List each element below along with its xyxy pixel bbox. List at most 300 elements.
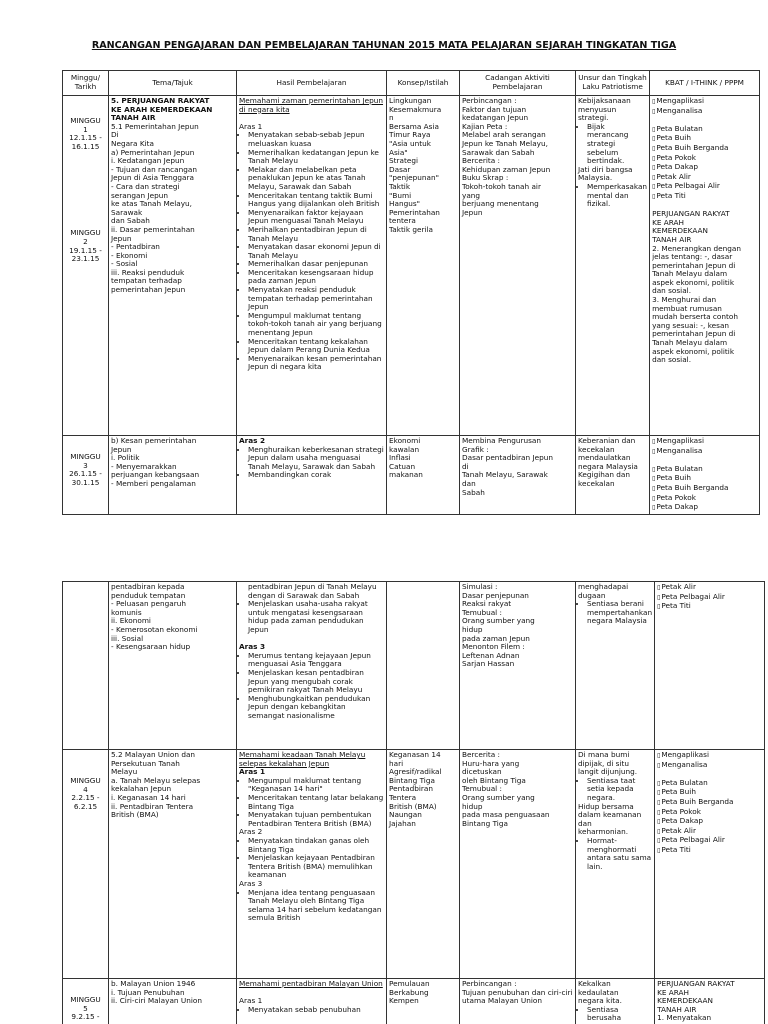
pppm-line: PERJUANGAN RAKYAT xyxy=(657,979,735,988)
topic-line: 5.1 Pemerintahan Jepun xyxy=(111,121,199,131)
activity-line: Leftenan Adnan xyxy=(462,650,520,660)
activity-line: Buku Skrap : xyxy=(462,173,509,183)
topic-heading: Melayu xyxy=(111,767,138,777)
topic-line: Sarawak xyxy=(111,207,143,217)
pppm-line: yang sesuai: -, kesan xyxy=(652,320,730,330)
concept-line: "penjepunan" xyxy=(389,173,439,183)
activity-line: Tanah Melayu, Sarawak xyxy=(462,470,548,480)
value-line: Hidup bersama xyxy=(578,801,634,811)
konsep-cell xyxy=(387,979,460,1024)
pppm-line: KEMERDEKAAN xyxy=(652,226,708,236)
tema-cell xyxy=(109,582,237,750)
topic-line: ii. Pentadbiran Tentera xyxy=(111,801,194,811)
kbat-item: ▯ Menganalisa xyxy=(652,107,757,117)
concept-line: Pemulauan xyxy=(389,979,430,988)
concept-line: Pentadbiran xyxy=(389,784,433,794)
activity-line: Bintang Tiga xyxy=(462,818,508,828)
activity-line: Orang sumber yang xyxy=(462,616,535,626)
activity-line: Sarawak dan Sabah xyxy=(462,147,535,157)
kbat-item: ▯ Peta Bulatan xyxy=(657,779,762,789)
topic-line: b. Malayan Union 1946 xyxy=(111,979,196,988)
list-item: • Sentiasa taat setia kepada negara. xyxy=(587,777,652,803)
concept-line: Ekonomi xyxy=(389,436,421,445)
pppm-line: aspek ekonomi, politik xyxy=(652,277,735,287)
topic-line: Di xyxy=(111,130,119,140)
kbat-cell xyxy=(655,979,765,1024)
pppm-line: TANAH AIR xyxy=(652,234,692,244)
kbat-item: ▯ Peta Bulatan xyxy=(652,125,757,135)
plan-table-page-1 xyxy=(62,70,760,515)
week-label: MINGGU xyxy=(70,995,101,1004)
week-cell xyxy=(63,582,109,750)
pppm-line: TANAH AIR xyxy=(657,1004,697,1014)
topic-line: - Peluasan pengaruh xyxy=(111,599,187,609)
week-date: 16.1.15 xyxy=(71,141,100,151)
kbat-item: ▯ Petak Alir xyxy=(652,173,757,183)
topic-heading: 5. PERJUANGAN RAKYAT xyxy=(111,96,210,105)
activity-line: Melabel arah serangan xyxy=(462,130,546,140)
tema-cell xyxy=(109,436,237,515)
topic-line: - Kemerosotan ekonomi xyxy=(111,624,198,634)
list-item: • Memperkasakan mental dan fizikal. xyxy=(587,183,647,209)
activity-line: Temubual : xyxy=(462,784,502,794)
pppm-line: Tanah Melayu dalam xyxy=(652,338,728,348)
activity-line: Jepun xyxy=(462,207,483,217)
value-line: dipijak, di situ xyxy=(578,758,629,768)
pppm-line: 3. Menghurai dan xyxy=(652,295,717,305)
activity-line: hidup xyxy=(462,624,483,634)
concept-line: "Asia untuk xyxy=(389,138,431,148)
topic-line: b) Kesan pemerintahan xyxy=(111,436,197,445)
concept-line: Berkabung xyxy=(389,987,429,997)
week-date: 23.1.15 xyxy=(71,254,100,264)
value-list xyxy=(578,600,652,626)
topic-line: a) Pemerintahan Jepun xyxy=(111,147,195,157)
concept-line: Inflasi xyxy=(389,453,411,463)
pppm-line: dan sosial. xyxy=(652,355,692,365)
value-line: strategi. xyxy=(578,113,609,123)
concept-line: n xyxy=(389,113,394,123)
value-list xyxy=(578,123,647,166)
topic-line: - Cara dan strategi xyxy=(111,181,180,191)
konsep-cell xyxy=(387,750,460,979)
topic-line: i. Tujuan Penubuhan xyxy=(111,987,185,997)
activity-line: Jepun ke Tanah Melayu, xyxy=(462,138,548,148)
concept-line: Kempen xyxy=(389,996,419,1006)
topic-line: ii. Ciri-ciri Malayan Union xyxy=(111,996,202,1006)
level-label: Aras 2 xyxy=(239,436,266,445)
topic-line: Jepun xyxy=(111,444,132,454)
hasil-cell xyxy=(237,979,387,1024)
topic-line: - Memberi pengalaman xyxy=(111,478,196,488)
topic-line: ii. Ekonomi xyxy=(111,616,151,626)
list-item: • Menyatakan reaksi penduduk tempatan terhadap pemerintahan Jepun xyxy=(248,286,384,312)
list-item: • Menceritakan kesengsaraan hidup pada zaman Jepun xyxy=(248,269,384,286)
level-label: Aras 2 xyxy=(239,827,263,837)
week-cell xyxy=(63,96,109,436)
kbat-item: ▯ Peta Buih Berganda xyxy=(652,144,757,154)
list-item: • Menyenaraikan kesan pemerintahan Jepun di negara kita xyxy=(248,355,384,372)
pppm-line: KEMERDEKAAN xyxy=(657,996,713,1006)
activity-line: Tujuan penubuhan dan ciri-ciri xyxy=(462,987,573,997)
activity-line: Bercerita : xyxy=(462,156,500,166)
outcome-list xyxy=(239,446,384,480)
unsur-cell xyxy=(576,436,650,515)
kbat-item: ▯ Peta Dakap xyxy=(652,163,757,173)
aktiviti-cell xyxy=(460,96,576,436)
topic-line: - Kesengsaraan hidup xyxy=(111,642,191,652)
kbat-item: ▯ Peta Pokok xyxy=(652,494,757,504)
concept-line: Jajahan xyxy=(389,818,416,828)
topic-line: i. Keganasan 14 hari xyxy=(111,792,186,802)
activity-line: utama Malayan Union xyxy=(462,996,542,1006)
kbat-item: ▯ Menganalisa xyxy=(657,761,762,771)
table-row xyxy=(63,979,765,1024)
week-cell xyxy=(63,750,109,979)
week-date: 6.2.15 xyxy=(73,801,98,811)
pppm-line: pemerintahan Jepun di xyxy=(652,260,736,270)
concept-line: "Bumi xyxy=(389,190,412,200)
topic-line: pemerintahan Jepun xyxy=(111,285,186,295)
kbat-item: ▯ Peta Pelbagai Alir xyxy=(657,836,762,846)
week-date: 30.1.15 xyxy=(71,477,100,487)
value-line: Jati diri bangsa xyxy=(578,164,633,174)
week-number: 1 xyxy=(83,124,88,134)
week-date: 19.1.15 - xyxy=(69,245,102,255)
header-unsur: Unsur dan Tingkah Laku Patriotisme xyxy=(576,71,650,96)
list-item: • Sentiasa berusaha xyxy=(587,1006,652,1023)
value-line: dan xyxy=(578,818,592,828)
kbat-item: ▯ Petak Alir xyxy=(657,583,762,593)
concept-line: Lingkungan xyxy=(389,96,432,105)
pppm-line: mudah berserta contoh xyxy=(652,312,738,322)
konsep-cell xyxy=(387,96,460,436)
kbat-item: ▯ Peta Buih xyxy=(657,788,762,798)
week-label: MINGGU xyxy=(70,116,101,125)
topic-line: - Ekonomi xyxy=(111,250,148,260)
kbat-item: ▯ Mengaplikasi xyxy=(652,437,757,447)
activity-line: yang xyxy=(462,190,481,200)
konsep-cell xyxy=(387,436,460,515)
list-item: • Menjana idea tentang penguasaan Tanah Melayu oleh Bintang Tiga selama 14 hari sebelum kedatangan semula British xyxy=(248,889,384,923)
aktiviti-cell xyxy=(460,979,576,1024)
kbat-cell xyxy=(650,96,760,436)
kbat-item: ▯ Peta Buih xyxy=(652,474,757,484)
week-label: MINGGU xyxy=(70,228,101,238)
concept-line: Taktik gerila xyxy=(389,224,434,234)
concept-line: Bersama Asia xyxy=(389,121,439,131)
topic-line: ke atas Tanah Melayu, xyxy=(111,199,193,209)
kbat-item: ▯ Peta Buih xyxy=(652,134,757,144)
topic-line: ii. Dasar pemerintahan xyxy=(111,224,195,234)
value-list xyxy=(578,777,652,803)
topic-line: kekalahan Jepun xyxy=(111,784,172,794)
hasil-cell xyxy=(237,750,387,979)
list-item: • Menyatakan sebab penubuhan xyxy=(248,1006,384,1015)
table-row xyxy=(63,750,765,979)
level-label: Aras 1 xyxy=(239,996,263,1006)
topic-line: iii. Reaksi penduduk xyxy=(111,267,185,277)
value-line: keharmonian. xyxy=(578,827,629,837)
activity-line: Tokoh-tokoh tanah air xyxy=(462,181,541,191)
week-number: 3 xyxy=(83,460,88,470)
concept-line: Naungan xyxy=(389,810,422,820)
kbat-item: ▯ Peta Buih Berganda xyxy=(657,798,762,808)
activity-line: Membina Pengurusan xyxy=(462,436,542,445)
pppm-line: membuat rumusan xyxy=(652,303,722,313)
concept-line: hari xyxy=(389,758,404,768)
pppm-line: KE ARAH xyxy=(657,987,690,997)
week-date: 12.1.15 - xyxy=(69,133,102,143)
concept-line: British (BMA) xyxy=(389,801,437,811)
unsur-cell xyxy=(576,979,655,1024)
week-number: 4 xyxy=(83,784,88,794)
list-item: • Menjelaskan kesan pentadbiran Jepun yang mengubah corak pemikiran rakyat Tanah Melayu xyxy=(248,669,384,695)
kbat-item: ▯ Peta Pokok xyxy=(657,808,762,818)
hasil-cell xyxy=(237,96,387,436)
activity-line: Orang sumber yang xyxy=(462,792,535,802)
level-label: Aras 1 xyxy=(239,121,263,131)
value-line: Kegigihan dan xyxy=(578,470,630,480)
table-header-row xyxy=(63,71,760,96)
aktiviti-cell xyxy=(460,582,576,750)
learning-outcome-title: Memahami pentadbiran Malayan Union xyxy=(239,979,383,988)
kbat-cell xyxy=(655,582,765,750)
topic-line: British (BMA) xyxy=(111,810,159,820)
hasil-cell xyxy=(237,436,387,515)
list-item: • Memerihalkan dasar penjepunan xyxy=(248,260,384,269)
learning-outcome-title: Memahami keadaan Tanah Melayu selepas kekalahan Jepun xyxy=(239,750,366,768)
concept-line: Asia" xyxy=(389,147,408,157)
topic-line: - Menyemarakkan xyxy=(111,461,177,471)
activity-line: Faktor dan tujuan xyxy=(462,104,527,114)
aktiviti-cell xyxy=(460,750,576,979)
kbat-item: ▯ Peta Pelbagai Alir xyxy=(652,182,757,192)
list-item: • Melakar dan melabelkan peta penaklukan Jepun ke atas Tanah Melayu, Sarawak dan Sabah xyxy=(248,166,384,192)
value-line: Kekalkan xyxy=(578,979,611,988)
kbat-cell xyxy=(655,750,765,979)
pppm-line: 1. Menyatakan xyxy=(657,1013,712,1023)
week-cell xyxy=(63,979,109,1024)
topic-line: i. Politik xyxy=(111,453,140,463)
kbat-item: ▯ Peta Titi xyxy=(657,846,762,856)
concept-line: Dasar xyxy=(389,164,411,174)
topic-line: serangan Jepun xyxy=(111,190,168,200)
outcome-list xyxy=(239,837,384,880)
activity-line: Sarjan Hassan xyxy=(462,659,515,669)
tema-cell xyxy=(109,96,237,436)
kbat-item: ▯ Mengaplikasi xyxy=(657,751,762,761)
value-line: mendaulatkan xyxy=(578,453,631,463)
value-line: negara Malaysia xyxy=(578,461,638,471)
value-list xyxy=(578,837,652,871)
table-row xyxy=(63,436,760,515)
activity-line: Kehidupan zaman Jepun xyxy=(462,164,551,174)
value-line: dugaan xyxy=(578,590,606,600)
konsep-cell xyxy=(387,582,460,750)
value-line: kedaulatan xyxy=(578,987,619,997)
kbat-item: ▯ Peta Buih Berganda xyxy=(652,484,757,494)
concept-line: Pemerintahan xyxy=(389,207,440,217)
value-list xyxy=(578,1006,652,1023)
value-line: Malaysia. xyxy=(578,173,613,183)
concept-line: Taktik xyxy=(389,181,411,191)
unsur-cell xyxy=(576,582,655,750)
outcome-continuation: pentadbiran Jepun di Tanah Melayu dengan di Sarawak dan Sabah xyxy=(248,582,377,600)
value-line: kecekalan xyxy=(578,444,615,454)
topic-line: pentadbiran kepada xyxy=(111,582,185,591)
topic-line: dan Sabah xyxy=(111,216,150,226)
activity-line: berjuang menentang xyxy=(462,199,539,209)
topic-line: Jepun xyxy=(111,233,132,243)
kbat-item: ▯ Peta Titi xyxy=(657,602,762,612)
list-item: • Menceritakan tentang kekalahan Jepun dalam Perang Dunia Kedua xyxy=(248,338,384,355)
concept-line: Bintang Tiga xyxy=(389,775,435,785)
level-label: Aras 3 xyxy=(239,878,263,888)
topic-heading: KE ARAH KEMERDEKAAN xyxy=(111,104,213,114)
unsur-cell xyxy=(576,96,650,436)
list-item: • Menyatakan sebab-sebab Jepun meluaskan kuasa xyxy=(248,131,384,148)
activity-line: Huru-hara yang xyxy=(462,758,520,768)
value-line: Di mana bumi xyxy=(578,750,630,759)
value-line: langit dijunjung. xyxy=(578,767,638,777)
week-label: MINGGU xyxy=(70,452,101,461)
value-line: menyusun xyxy=(578,104,617,114)
pppm-line: KE ARAH xyxy=(652,217,685,227)
activity-line: Temubual : xyxy=(462,607,502,617)
kbat-item: ▯ Peta Bulatan xyxy=(652,465,757,475)
kbat-item: ▯ Menganalisa xyxy=(652,447,757,457)
topic-line: - Sosial xyxy=(111,259,138,269)
list-item: • Memerihalkan kedatangan Jepun ke Tanah Melayu xyxy=(248,149,384,166)
outcome-list xyxy=(239,652,384,721)
topic-line: iii. Sosial xyxy=(111,633,144,643)
concept-line: Catuan xyxy=(389,461,416,471)
concept-line: tentera xyxy=(389,216,416,226)
activity-line: pada zaman Jepun xyxy=(462,633,530,643)
header-hasil: Hasil Pembelajaran xyxy=(237,71,387,96)
week-cell xyxy=(63,436,109,515)
pppm-line: Tanah Melayu dalam xyxy=(652,269,728,279)
header-kbat: KBAT / I-THINK / PPPM xyxy=(650,71,760,96)
topic-line: - Pentadbiran xyxy=(111,242,160,252)
list-item: • Menceritakan tentang taktik Bumi Hangus yang dijalankan oleh British xyxy=(248,192,384,209)
concept-line: makanan xyxy=(389,470,423,480)
learning-outcome-title: Memahami zaman pemerintahan Jepun di negara kita xyxy=(239,96,384,114)
tema-cell xyxy=(109,979,237,1024)
list-item: • Menjelaskan kejayaan Pentadbiran Tentera British (BMA) memulihkan keamanan xyxy=(248,854,384,880)
outcome-list xyxy=(239,777,384,829)
list-item: • Menceritakan tentang latar belakang Bintang Tiga xyxy=(248,794,384,811)
kbat-item: ▯ Peta Dakap xyxy=(657,817,762,827)
header-konsep: Konsep/Istilah xyxy=(387,71,460,96)
activity-line: pada masa penguasaan xyxy=(462,810,550,820)
kbat-item: ▯ Peta Pelbagai Alir xyxy=(657,593,762,603)
week-label: MINGGU xyxy=(70,776,101,785)
outcome-list xyxy=(239,600,384,634)
header-tema: Tema/Tajuk xyxy=(109,71,237,96)
concept-line: kawalan xyxy=(389,444,420,454)
activity-line: Menonton Filem : xyxy=(462,642,525,652)
unsur-cell xyxy=(576,750,655,979)
pppm-line: dan sosial. xyxy=(652,286,692,296)
topic-line: Negara Kita xyxy=(111,138,154,148)
concept-line: Agresif/radikal xyxy=(389,767,442,777)
activity-line: Perbincangan : xyxy=(462,96,517,105)
topic-line: penduduk tempatan xyxy=(111,590,186,600)
list-item: • Bijak merancang strategi sebelum bertindak. xyxy=(587,123,647,166)
outcome-list xyxy=(239,1006,384,1015)
concept-line: Strategi xyxy=(389,156,418,166)
list-item: • Menyatakan dasar ekonomi Jepun di Tanah Melayu xyxy=(248,243,384,260)
value-list xyxy=(578,183,647,209)
topic-line: komunis xyxy=(111,607,142,617)
aktiviti-cell xyxy=(460,436,576,515)
activity-line: dicetuskan xyxy=(462,767,502,777)
activity-line: Grafik : xyxy=(462,444,489,454)
document-title: RANCANGAN PENGAJARAN DAN PEMBELAJARAN TAHUNAN 2015 MATA PELAJARAN SEJARAH TINGKATAN TIGA xyxy=(91,40,677,51)
value-line: menghadapai xyxy=(578,582,629,591)
activity-line: di xyxy=(462,461,469,471)
topic-line: - Tujuan dan rancangan xyxy=(111,164,197,174)
kbat-item: ▯ Peta Dakap xyxy=(652,503,757,513)
hasil-cell xyxy=(237,582,387,750)
value-line: negara kita. xyxy=(578,996,622,1006)
topic-heading: Persekutuan Tanah xyxy=(111,758,180,768)
activity-line: Simulasi : xyxy=(462,582,498,591)
kbat-cell xyxy=(650,436,760,515)
topic-line: a. Tanah Melayu selepas xyxy=(111,775,201,785)
topic-heading: TANAH AIR xyxy=(111,113,156,123)
list-item: • Menyenaraikan faktor kejayaan Jepun menguasai Tanah Melayu xyxy=(248,209,384,226)
pppm-line: pemerintahan Jepun di xyxy=(652,329,736,339)
topic-line: Jepun di Asia Tenggara xyxy=(111,173,194,183)
concept-line: Keganasan 14 xyxy=(389,750,441,759)
level-label: Aras 3 xyxy=(239,642,266,652)
pppm-line: aspek ekonomi, politik xyxy=(652,346,735,356)
header-aktiviti: Cadangan Aktiviti Pembelajaran xyxy=(460,71,576,96)
activity-line: Sabah xyxy=(462,487,485,497)
activity-line: Kajian Peta : xyxy=(462,121,508,131)
list-item: • Menjelaskan usaha-usaha rakyat untuk mengatasi kesengsaraan hidup pada zaman pendudukan Jepun xyxy=(248,600,384,634)
activity-line: Dasar penjepunan xyxy=(462,590,529,600)
activity-line: kedatangan Jepun xyxy=(462,113,529,123)
table-row xyxy=(63,96,760,436)
list-item: • Menghubungkaitkan pendudukan Jepun dengan kebangkitan semangat nasionalisme xyxy=(248,695,384,721)
concept-line: Tentera xyxy=(389,792,417,802)
concept-line: Timur Raya xyxy=(389,130,431,140)
list-item: • Merihalkan pentadbiran Jepun di Tanah Melayu xyxy=(248,226,384,243)
pppm-line: jelas tentang: -, dasar xyxy=(652,252,733,262)
pppm-line: 2. Menerangkan dengan xyxy=(652,243,741,253)
activity-line: Perbincangan : xyxy=(462,979,517,988)
list-item: • Mengumpul maklumat tentang "Keganasan 14 hari" xyxy=(248,777,384,794)
outcome-list xyxy=(239,131,384,372)
topic-heading: 5.2 Malayan Union dan xyxy=(111,750,196,759)
header-minggu: Minggu/ Tarikh xyxy=(63,71,109,96)
level-label: Aras 1 xyxy=(239,767,266,777)
week-number: 5 xyxy=(83,1003,88,1013)
plan-table-page-2 xyxy=(62,581,765,1024)
concept-line: Kesemakmura xyxy=(389,104,442,114)
topic-line: perjuangan kebangsaan xyxy=(111,470,200,480)
kbat-item: ▯ Mengaplikasi xyxy=(652,97,757,107)
kbat-item: ▯ Petak Alir xyxy=(657,827,762,837)
activity-line: Reaksi rakyat xyxy=(462,599,512,609)
list-item: • Sentiasa berani mempertahankan negara Malaysia xyxy=(587,600,652,626)
list-item: • Hormat-menghormati antara satu sama lain. xyxy=(587,837,652,871)
activity-line: Bercerita : xyxy=(462,750,500,759)
